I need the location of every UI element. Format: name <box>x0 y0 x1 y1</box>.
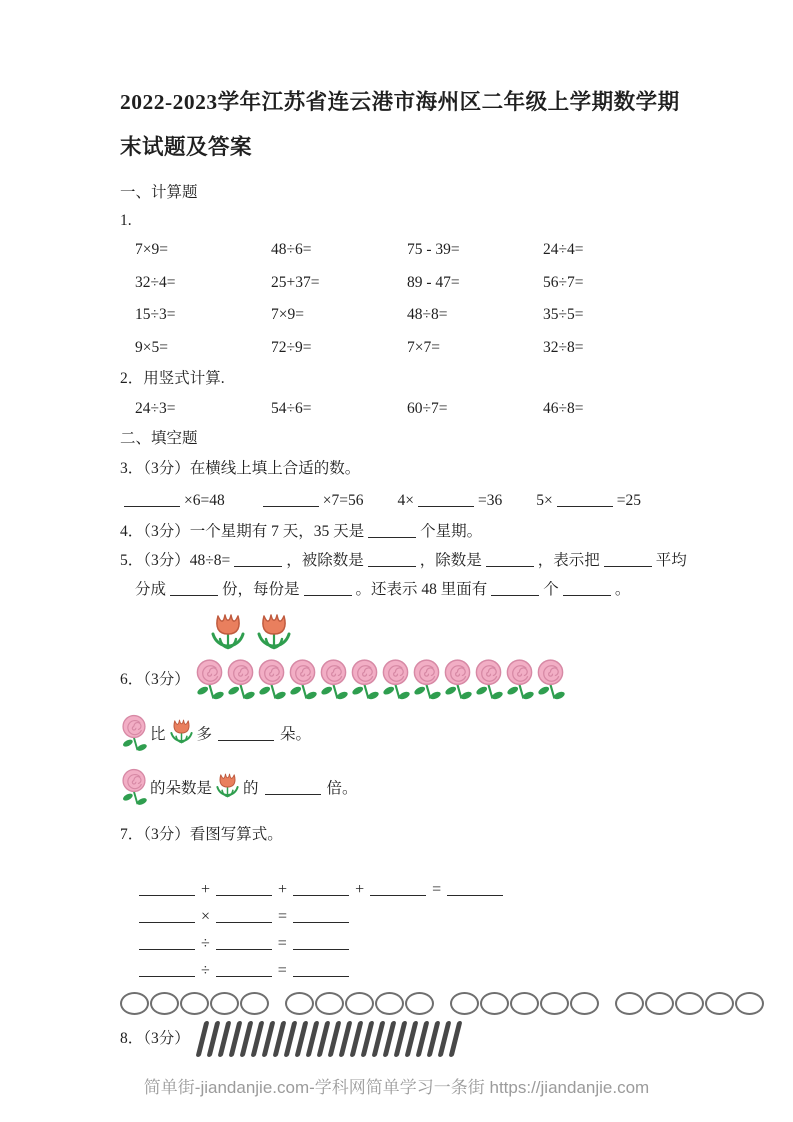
expression: 35÷5= <box>543 306 584 323</box>
answer-blank <box>216 935 272 950</box>
text-segment: × <box>201 908 211 925</box>
text-segment: 分成 <box>135 581 167 598</box>
answer-blank <box>139 908 195 923</box>
section-fill-heading: 二、填空题 <box>120 430 198 447</box>
answer-blank <box>486 552 534 567</box>
rose-icon <box>194 658 225 702</box>
oval-shape <box>615 992 644 1015</box>
answer-blank <box>557 492 613 507</box>
q1-expression-grid <box>120 234 707 364</box>
oval-shape <box>150 992 179 1015</box>
oval-group <box>615 992 765 1015</box>
answer-blank <box>491 581 539 596</box>
text-segment: 。还表示 48 里面有 <box>355 581 488 598</box>
text-segment: + <box>355 881 365 898</box>
text-segment: 5× <box>536 492 553 509</box>
compare-text: 倍。 <box>326 780 358 797</box>
q6-tulip-row <box>208 610 707 658</box>
text-segment: 4．（3分）一个星期有 7 天，35 天是 <box>120 523 365 540</box>
expression: 9×5= <box>135 338 168 356</box>
oval-shape <box>675 992 704 1015</box>
q3-blank-row <box>120 484 707 517</box>
q7-oval-figure <box>120 992 707 1015</box>
rose-icon <box>380 658 411 702</box>
text-segment: 5．（3分）48÷8= <box>120 552 231 569</box>
rose-icon <box>120 768 148 807</box>
answer-blank <box>447 881 503 896</box>
oval-shape <box>705 992 734 1015</box>
fill-item <box>259 484 364 517</box>
answer-blank <box>216 962 272 977</box>
oval-shape <box>405 992 434 1015</box>
tulip-icon <box>208 610 248 658</box>
site-footer: 简单街-jiandanjie.com-学科网简单学习一条街 https://jiandanjie.com <box>143 1078 650 1097</box>
answer-blank <box>216 908 272 923</box>
expression: 75 - 39= <box>407 241 460 258</box>
tulip-icon <box>168 716 195 750</box>
rose-icon <box>349 658 380 702</box>
rose-icon <box>411 658 442 702</box>
oval-group <box>285 992 435 1015</box>
oval-shape <box>315 992 344 1015</box>
oval-shape <box>210 992 239 1015</box>
text-segment: = <box>277 935 287 952</box>
expression: 48÷8= <box>407 306 448 323</box>
rose-icon <box>225 658 256 702</box>
answer-blank <box>293 881 349 896</box>
rose-icon <box>535 658 566 702</box>
answer-blank <box>563 581 611 596</box>
expression: 46÷8= <box>543 400 584 417</box>
text-segment: 个星期。 <box>420 523 483 540</box>
fill-item <box>536 484 641 517</box>
text-segment: 。 <box>614 581 631 598</box>
rose-icon <box>318 658 349 702</box>
oval-shape <box>450 992 479 1015</box>
fill-item <box>397 484 502 517</box>
q5-text-line2 <box>120 575 707 604</box>
compare-text: 比 <box>150 726 166 743</box>
expression: 15÷3= <box>135 306 176 323</box>
compare-text: 的 <box>243 780 259 797</box>
expression: 7×9= <box>271 306 304 323</box>
answer-blank <box>604 552 652 567</box>
page-title <box>120 80 707 170</box>
text-segment: 4× <box>397 492 414 509</box>
q6-label: 6．（3分） <box>120 671 190 688</box>
expression: 24÷4= <box>543 241 584 258</box>
answer-blank <box>124 492 180 507</box>
answer-blank <box>293 908 349 923</box>
q4-text <box>120 517 707 546</box>
text-segment: = <box>277 962 287 979</box>
oval-group <box>120 992 270 1015</box>
oval-group <box>450 992 600 1015</box>
text-segment: ，除数是 <box>419 552 482 569</box>
answer-blank <box>368 552 416 567</box>
tulip-icon <box>214 770 241 804</box>
q8-row <box>120 1021 707 1057</box>
q7-equations <box>120 876 707 984</box>
text-segment: ×6=48 <box>184 492 225 509</box>
oval-shape <box>285 992 314 1015</box>
expression: 89 - 47= <box>407 273 460 291</box>
oval-shape <box>345 992 374 1015</box>
answer-blank <box>234 552 282 567</box>
expression: 7×7= <box>407 338 440 356</box>
q2-label: 2．用竖式计算. <box>120 370 225 387</box>
answer-blank <box>293 962 349 977</box>
q2-expression-grid <box>120 394 707 424</box>
text-segment: ，被除数是 <box>286 552 364 569</box>
fill-item <box>120 484 225 517</box>
oval-shape <box>480 992 509 1015</box>
tulip-icon <box>254 610 294 658</box>
text-segment: 个 <box>543 581 559 598</box>
expression: 32÷8= <box>543 338 584 356</box>
answer-blank <box>139 962 195 977</box>
text-segment: ÷ <box>201 962 210 979</box>
oval-shape <box>645 992 674 1015</box>
oval-shape <box>510 992 539 1015</box>
text-segment: + <box>201 881 211 898</box>
section-calc-heading: 一、计算题 <box>120 184 198 201</box>
q6-compare-line-2 <box>120 764 707 810</box>
oval-shape <box>375 992 404 1015</box>
q7-label: 7．（3分）看图写算式。 <box>120 826 283 843</box>
q6-rose-row <box>194 658 566 702</box>
compare-text: 多 <box>196 726 213 743</box>
q6-rose-line <box>120 658 707 702</box>
equation-line <box>135 957 707 984</box>
rose-icon <box>473 658 504 702</box>
answer-blank <box>265 780 321 795</box>
rose-icon <box>256 658 287 702</box>
expression: 54÷6= <box>271 400 312 417</box>
expression: 32÷4= <box>135 273 176 291</box>
answer-blank <box>139 881 195 896</box>
expression: 24÷3= <box>135 400 176 417</box>
answer-blank <box>218 726 274 741</box>
text-segment: = <box>278 908 288 925</box>
q8-label: 8．（3分） <box>120 1030 190 1047</box>
answer-blank <box>139 935 195 950</box>
text-segment: = <box>432 881 442 898</box>
text-segment: + <box>278 881 288 898</box>
text-segment: ÷ <box>201 935 210 952</box>
q1-number: 1. <box>120 212 132 229</box>
compare-text: 朵。 <box>280 726 312 743</box>
text-segment: ×7=56 <box>322 492 364 509</box>
oval-shape <box>240 992 269 1015</box>
q3-label: 3．（3分）在横线上填上合适的数。 <box>120 460 361 477</box>
rose-icon <box>287 658 318 702</box>
answer-blank <box>293 935 349 950</box>
rose-icon <box>504 658 535 702</box>
equation-line <box>135 930 707 957</box>
oval-shape <box>570 992 599 1015</box>
text-segment: ，表示把 <box>537 552 600 569</box>
title-line: 末试题及答案 <box>120 135 253 159</box>
oval-shape <box>180 992 209 1015</box>
compare-text: 的朵数是 <box>150 780 213 797</box>
expression: 60÷7= <box>407 400 448 417</box>
stick-mark <box>448 1021 462 1057</box>
q5-text-line1 <box>120 546 707 575</box>
text-segment: 份，每份是 <box>222 581 300 598</box>
answer-blank <box>368 523 416 538</box>
equation-line <box>135 903 707 930</box>
answer-blank <box>263 492 319 507</box>
equation-line <box>135 876 707 903</box>
expression: 25+37= <box>271 273 320 291</box>
oval-shape <box>540 992 569 1015</box>
q6-figure <box>120 610 707 702</box>
answer-blank <box>370 881 426 896</box>
expression: 56÷7= <box>543 273 584 291</box>
text-segment: =25 <box>616 492 641 509</box>
answer-blank <box>170 581 218 596</box>
q6-compare-line-1 <box>120 710 707 756</box>
rose-icon <box>442 658 473 702</box>
oval-shape <box>120 992 149 1015</box>
answer-blank <box>304 581 352 596</box>
title-line: 2022-2023学年江苏省连云港市海州区二年级上学期数学期 <box>120 90 680 114</box>
text-segment: 平均 <box>655 552 687 569</box>
text-segment: =36 <box>477 492 503 509</box>
oval-shape <box>735 992 764 1015</box>
expression: 48÷6= <box>271 241 312 258</box>
expression: 7×9= <box>135 241 168 258</box>
answer-blank <box>418 492 474 507</box>
rose-icon <box>120 714 148 753</box>
answer-blank <box>216 881 272 896</box>
q8-stick-figure <box>200 1021 458 1057</box>
expression: 72÷9= <box>271 338 312 356</box>
